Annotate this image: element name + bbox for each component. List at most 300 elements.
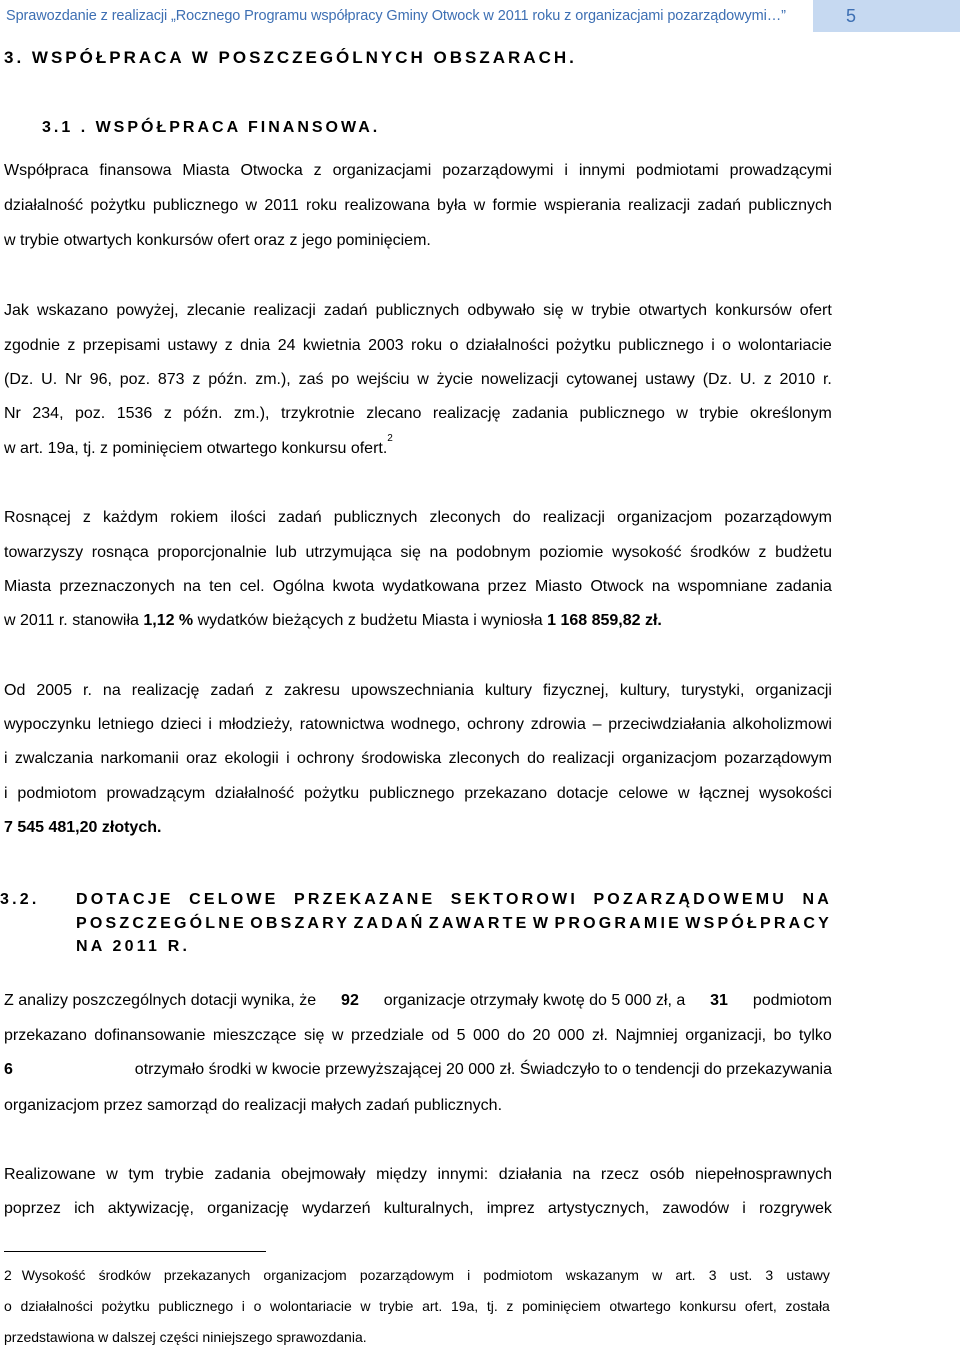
word: życie xyxy=(436,371,474,388)
word: organizacji xyxy=(755,682,832,699)
word: pożytku xyxy=(304,785,360,802)
page-number-box xyxy=(813,0,960,32)
word: Od xyxy=(4,682,26,699)
word: ilości xyxy=(230,509,266,526)
word: 3 xyxy=(765,1267,774,1283)
text-line xyxy=(4,991,832,1011)
word: z xyxy=(224,337,233,354)
word: wspomniane xyxy=(677,578,768,595)
word: poziomie xyxy=(539,544,604,561)
word: z xyxy=(192,371,201,388)
word: z xyxy=(758,544,767,561)
word: realizowana xyxy=(344,197,430,214)
word: alkoholizmowi xyxy=(732,716,832,733)
word: U. xyxy=(41,371,58,388)
word: oraz xyxy=(186,750,218,767)
word: ekologii xyxy=(224,750,279,767)
word: przekazano xyxy=(464,785,547,802)
word: rozgrywek xyxy=(758,1200,832,1217)
heading-line xyxy=(76,912,832,936)
page-header xyxy=(0,0,960,34)
text-span: w art. 19a, tj. z pominięciem otwartego konkursu ofert. xyxy=(4,440,388,457)
word: cel. xyxy=(239,578,265,595)
word: i xyxy=(711,337,715,354)
word: upowszechniania xyxy=(351,682,474,699)
word: proporcjonalnie xyxy=(157,544,267,561)
count-value: 31 xyxy=(710,992,728,1009)
word: zlecano xyxy=(366,405,422,422)
word: wskazano xyxy=(37,302,109,319)
word: kultury, xyxy=(619,682,671,699)
word: zleconych xyxy=(448,750,520,767)
subsection-heading: 3.1 . WSPÓŁPRACA FINANSOWA. xyxy=(42,119,381,136)
word: publicznych xyxy=(333,509,418,526)
footnote-separator xyxy=(4,1251,266,1252)
word: – xyxy=(592,716,602,733)
word: z xyxy=(265,682,273,699)
text-line xyxy=(4,404,832,424)
word: młodzieży, xyxy=(218,716,293,733)
text-span: wydatków bieżących z budżetu Miasta i wyniosła xyxy=(193,612,548,629)
word: trybie xyxy=(699,405,739,422)
word: publicznego xyxy=(369,785,455,802)
word: 873 xyxy=(157,371,185,388)
running-title: Sprawozdanie z realizacji „Rocznego Programu współpracy Gminy Otwock w 2011 roku z organizacjami pozarządowymi…” xyxy=(6,8,786,24)
word: innymi xyxy=(578,162,626,179)
word: ratownictwa xyxy=(299,716,385,733)
word: kwietnia xyxy=(302,337,361,354)
word: w xyxy=(417,371,429,388)
word: budżetu xyxy=(775,544,832,561)
word: publicznego xyxy=(158,1298,234,1314)
footnote-line xyxy=(4,1328,367,1346)
word: kwota xyxy=(332,578,375,595)
word: zadania xyxy=(511,405,568,422)
word: zaś xyxy=(298,371,324,388)
word: U. xyxy=(739,371,756,388)
word: wolontariacie xyxy=(738,337,832,354)
word: rzecz xyxy=(600,1166,640,1183)
word: CELOWE xyxy=(189,891,279,908)
word: się xyxy=(400,544,421,561)
word: realizacji xyxy=(253,302,316,319)
word: z xyxy=(67,337,76,354)
word: utrzymująca xyxy=(305,544,392,561)
word: Nr xyxy=(4,405,21,422)
word: zakresu xyxy=(284,682,341,699)
word: z xyxy=(506,1298,514,1314)
text-line xyxy=(4,749,832,769)
word: między xyxy=(376,1166,427,1183)
word: konkursów xyxy=(715,302,792,319)
word: wysokość xyxy=(612,544,682,561)
word: tj. xyxy=(486,1298,498,1314)
page-number: 5 xyxy=(845,6,856,26)
word: trybie xyxy=(379,1298,414,1314)
word: w xyxy=(473,197,486,214)
word: dnia xyxy=(240,337,271,354)
word: zwalczania xyxy=(14,750,94,767)
word: realizację xyxy=(131,682,200,699)
word: przekazanych xyxy=(163,1267,251,1283)
word: z xyxy=(313,162,322,179)
text-line xyxy=(4,370,832,390)
footnote-line-text xyxy=(22,1266,830,1284)
word: w xyxy=(571,302,584,319)
word: ustawy xyxy=(167,337,218,354)
word: o xyxy=(722,337,732,354)
word: się xyxy=(543,302,564,319)
word: aktywizację, xyxy=(107,1200,194,1217)
word: przekazano xyxy=(4,1027,87,1044)
word: w xyxy=(360,1298,371,1314)
word: łącznej xyxy=(699,785,750,802)
word: i xyxy=(467,1267,471,1283)
word: nowelizacji xyxy=(480,371,559,388)
word: na xyxy=(572,1166,591,1183)
word: (Dz. xyxy=(702,371,733,388)
word: 000 xyxy=(557,1027,585,1044)
heading-line: NA 2011 R. xyxy=(76,938,191,955)
text-line xyxy=(4,231,431,251)
total-amount: 1 168 859,82 zł. xyxy=(547,612,662,629)
word: dofinansowanie xyxy=(94,1027,206,1044)
word: roku xyxy=(411,337,443,354)
word: wolontariacie xyxy=(270,1298,352,1314)
word: letniego xyxy=(97,716,154,733)
word: i xyxy=(4,785,8,802)
word: zadań xyxy=(278,509,322,526)
word: przeznaczonych xyxy=(59,578,175,595)
word: i xyxy=(208,716,212,733)
text-line xyxy=(4,543,832,563)
word: kultury xyxy=(484,682,532,699)
word: ust. xyxy=(729,1267,753,1283)
word: późn. xyxy=(183,405,223,422)
word: każdym xyxy=(102,509,159,526)
text-line xyxy=(4,1026,832,1046)
text-line xyxy=(4,508,832,528)
word: zdrowia xyxy=(530,716,586,733)
word: środowiska xyxy=(361,750,442,767)
word: zlecanie xyxy=(186,302,246,319)
word: w xyxy=(245,197,258,214)
word: Najmniej xyxy=(615,1027,678,1044)
word: ZADAŃ xyxy=(353,914,426,932)
word: 24 xyxy=(277,337,296,354)
word: ZAWARTE xyxy=(428,914,530,932)
word: Miasta xyxy=(182,162,230,179)
word: Otwock xyxy=(590,578,644,595)
word: o xyxy=(449,337,459,354)
word: z xyxy=(82,509,91,526)
heading-line xyxy=(76,888,832,912)
word: wysokości xyxy=(759,785,832,802)
word: zadań xyxy=(697,197,742,214)
word: podmiotom xyxy=(483,1267,553,1283)
word: publicznego xyxy=(579,405,665,422)
text-line xyxy=(4,301,832,321)
percentage-value: 1,12 % xyxy=(143,612,194,629)
word: o xyxy=(4,1298,12,1314)
word: i xyxy=(742,1200,746,1217)
word: trybie xyxy=(591,302,631,319)
word: Miasto xyxy=(535,578,583,595)
word: 96, xyxy=(89,371,112,388)
word: pozarządowymi xyxy=(442,162,554,179)
word: i xyxy=(286,750,290,767)
word: obejmowały xyxy=(281,1166,366,1183)
word: artystycznych, xyxy=(547,1200,650,1217)
word: podobnym xyxy=(456,544,531,561)
word: była xyxy=(437,197,467,214)
word: realizację xyxy=(432,405,501,422)
word: tylko xyxy=(798,1027,832,1044)
word: i xyxy=(241,1298,245,1314)
word: DOTACJE xyxy=(76,891,174,908)
word: rokiem xyxy=(170,509,219,526)
word: organizacjom xyxy=(617,509,713,526)
text-line xyxy=(4,161,832,181)
section-heading: 3. WSPÓŁPRACA W POSZCZEGÓLNYCH OBSZARACH. xyxy=(4,48,577,67)
text-span: organizacje otrzymały kwotę do 5 000 zł, a xyxy=(379,992,690,1009)
footnote-number: 2 xyxy=(4,1267,12,1283)
word: zm.), xyxy=(233,405,270,422)
word: publicznych xyxy=(375,302,460,319)
word: wspierania xyxy=(544,197,621,214)
word: z xyxy=(163,405,172,422)
word: publicznego xyxy=(152,197,239,214)
text-line xyxy=(4,611,662,631)
word: Otwocka xyxy=(240,162,303,179)
word: trybie xyxy=(164,1166,204,1183)
footnote-line xyxy=(4,1297,830,1315)
word: PRZEKAZANE xyxy=(294,891,436,908)
word: pozarządowym xyxy=(724,509,832,526)
word: Nr xyxy=(64,371,82,388)
word: działania xyxy=(498,1166,562,1183)
text-span: podmiotom xyxy=(748,992,832,1009)
word: prowadzącym xyxy=(106,785,206,802)
count-value: 6 xyxy=(4,1061,13,1078)
word: pozarządowym xyxy=(724,750,832,767)
word: tym xyxy=(128,1166,155,1183)
word: cytowanej xyxy=(566,371,638,388)
word: przepisami xyxy=(82,337,161,354)
footnote-reference: 2 xyxy=(387,433,393,444)
word: bo xyxy=(773,1027,792,1044)
word: po xyxy=(331,371,350,388)
word: działalności xyxy=(465,337,549,354)
word: NA xyxy=(802,891,832,908)
word: mieszczące xyxy=(212,1027,297,1044)
word: Miasta xyxy=(4,578,52,595)
word: w xyxy=(331,1027,344,1044)
word: imprez xyxy=(486,1200,535,1217)
word: pożytku xyxy=(101,1298,150,1314)
word: SEKTOROWI xyxy=(450,891,578,908)
word: zleconych xyxy=(429,509,501,526)
word: zadania xyxy=(214,1166,271,1183)
word: 19a, xyxy=(450,1298,479,1314)
word: na xyxy=(102,682,121,699)
word: na xyxy=(183,578,201,595)
word: działalności xyxy=(20,1298,93,1314)
text-span: w 2011 r. stanowiła xyxy=(4,612,144,629)
word: wskazanym xyxy=(565,1267,639,1283)
word: r. xyxy=(83,682,92,699)
word: się xyxy=(303,1027,325,1044)
word: 1536 xyxy=(116,405,153,422)
word: ofert, xyxy=(744,1298,777,1314)
word: (Dz. xyxy=(4,371,34,388)
word: i xyxy=(4,750,8,767)
word: podmiotami xyxy=(636,162,719,179)
word: ustawy xyxy=(645,371,695,388)
word: POZARZĄDOWEMU xyxy=(593,891,788,908)
word: ten xyxy=(209,578,232,595)
word: konkursu xyxy=(679,1298,737,1314)
word: do xyxy=(512,509,531,526)
text-line xyxy=(4,1060,832,1080)
word: 2010 xyxy=(779,371,816,388)
word: Rosnącej xyxy=(4,509,71,526)
word: pożytku xyxy=(555,337,612,354)
word: dotacje xyxy=(556,785,609,802)
word: 20 xyxy=(532,1027,551,1044)
word: zawodów xyxy=(662,1200,730,1217)
text-line xyxy=(4,577,832,597)
word: powyżej, xyxy=(116,302,179,319)
word: Wysokość xyxy=(21,1267,86,1283)
word: zadań xyxy=(323,302,368,319)
word: 2003 xyxy=(368,337,404,354)
word: trzykrotnie xyxy=(280,405,355,422)
section-2-heading xyxy=(0,888,836,959)
text-span: otrzymało środki w kwocie przewyższającej 20 000 zł. Świadczyło to o tendencji do przekazywania xyxy=(130,1061,832,1078)
word: z xyxy=(763,371,772,388)
word: fizycznej, xyxy=(543,682,609,699)
section-2-number: 3.2. xyxy=(0,891,40,908)
word: narkomanii xyxy=(100,750,179,767)
word: realizacji xyxy=(552,750,615,767)
word: w xyxy=(652,1267,663,1283)
word: POSZCZEGÓLNE xyxy=(76,914,247,932)
text-line xyxy=(4,1199,832,1219)
word: od xyxy=(431,1027,450,1044)
word: ich xyxy=(74,1200,95,1217)
word: dzieci xyxy=(160,716,202,733)
footnote-line xyxy=(4,1266,830,1284)
word: OBSZARY xyxy=(250,914,351,932)
word: odbywało xyxy=(467,302,535,319)
text-line xyxy=(4,681,832,701)
text-line xyxy=(4,818,161,838)
word: pożytku xyxy=(90,197,146,214)
word: zł. xyxy=(591,1027,608,1044)
word: w xyxy=(106,1166,118,1183)
word: wejściu xyxy=(356,371,410,388)
word: w xyxy=(677,785,690,802)
word: 2005 xyxy=(36,682,72,699)
word: Ogólna xyxy=(272,578,325,595)
word: została xyxy=(785,1298,830,1314)
word: osób xyxy=(649,1166,685,1183)
word: organizacjom xyxy=(263,1267,347,1283)
word: poz. xyxy=(75,405,106,422)
word: zm.), xyxy=(255,371,291,388)
text-line xyxy=(4,336,832,356)
word: formie xyxy=(492,197,537,214)
word: roku xyxy=(306,197,338,214)
word: art. xyxy=(675,1267,696,1283)
word: poprzez xyxy=(4,1200,61,1217)
text-line xyxy=(4,715,832,735)
word: Współpraca xyxy=(4,162,89,179)
word: organizacjami xyxy=(332,162,432,179)
word: kulturalnych, xyxy=(383,1200,474,1217)
word: celowe xyxy=(618,785,669,802)
word: WSPÓŁPRACY xyxy=(685,914,832,932)
word: turystyki, xyxy=(681,682,745,699)
word: ofert xyxy=(799,302,832,319)
word: przedziale xyxy=(350,1027,424,1044)
word: prowadzącymi xyxy=(729,162,832,179)
word: organizacji, xyxy=(685,1027,767,1044)
word: towarzyszy xyxy=(4,544,84,561)
text-line xyxy=(4,1165,832,1185)
word: publicznych xyxy=(748,197,832,214)
word: na xyxy=(651,578,670,595)
word: w xyxy=(676,405,688,422)
word: finansowa xyxy=(99,162,172,179)
word: 3 xyxy=(708,1267,717,1283)
word: wypoczynku xyxy=(4,716,92,733)
word: pominięciem xyxy=(522,1298,601,1314)
count-value: 92 xyxy=(341,992,359,1009)
word: lub xyxy=(275,544,297,561)
word: realizacji xyxy=(627,197,691,214)
word: do xyxy=(507,1027,526,1044)
word: określonym xyxy=(750,405,832,422)
text-span: Z analizy poszczególnych dotacji wynika, że xyxy=(4,992,321,1009)
word: realizacji xyxy=(542,509,605,526)
word: przeciwdziałania xyxy=(608,716,726,733)
word: na xyxy=(429,544,448,561)
grant-total: 7 545 481,20 złotych. xyxy=(4,819,162,836)
text-span: w trybie otwartych konkursów ofert oraz z jego pominięciem. xyxy=(4,232,431,249)
word: środków xyxy=(98,1267,151,1283)
word: r. xyxy=(822,371,832,388)
text-line xyxy=(4,784,832,804)
word: zadania xyxy=(775,578,832,595)
word: działalność xyxy=(4,197,84,214)
word: i xyxy=(564,162,568,179)
word: środków xyxy=(690,544,750,561)
word: do xyxy=(527,750,545,767)
word: zadań xyxy=(210,682,254,699)
word: otwartego xyxy=(609,1298,671,1314)
word: o xyxy=(253,1298,262,1314)
word: działalność xyxy=(215,785,295,802)
word: Jak xyxy=(4,302,29,319)
word: pozarządowym xyxy=(359,1267,454,1283)
word: wydarzeń xyxy=(302,1200,371,1217)
word: wodnego, xyxy=(390,716,461,733)
word: 234, xyxy=(32,405,64,422)
word: wydatkowana xyxy=(382,578,480,595)
text-span: organizacjom przez samorząd do realizacji małych zadań publicznych. xyxy=(4,1097,503,1114)
